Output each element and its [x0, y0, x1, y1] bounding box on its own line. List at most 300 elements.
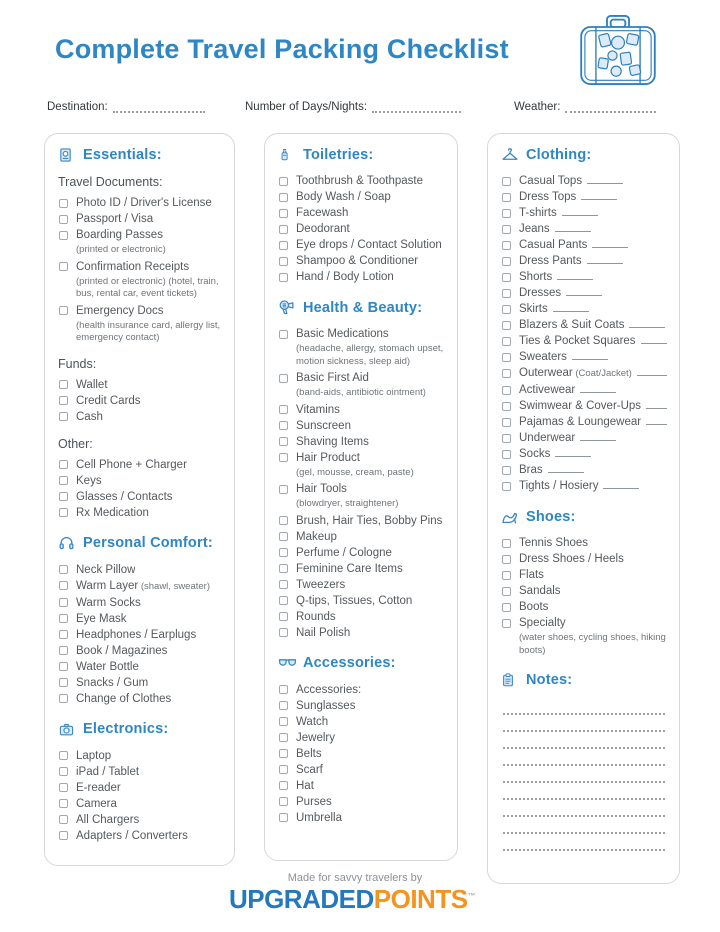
item-checkbox[interactable]: [279, 564, 288, 573]
checklist-item: [278, 253, 445, 269]
checklist-item-label: Rounds: [296, 610, 336, 623]
group-label: Travel Documents:: [58, 175, 163, 189]
checklist-item-label: Shorts: [519, 269, 593, 285]
checklist-item: [58, 627, 222, 643]
checklist-item: [278, 237, 445, 253]
section-title: Health & Beauty:: [303, 299, 423, 316]
checklist-item: [501, 478, 667, 494]
item-checkbox[interactable]: [502, 571, 511, 580]
item-checkbox[interactable]: [59, 215, 68, 224]
item-checkbox[interactable]: [279, 749, 288, 758]
checklist-item: [278, 450, 445, 466]
item-checkbox[interactable]: [279, 628, 288, 637]
item-checkbox[interactable]: [279, 685, 288, 694]
section-accessories: [278, 655, 445, 826]
checklist-item: [278, 418, 445, 434]
days-nights-field: [245, 100, 461, 113]
section-title: Electronics:: [83, 721, 169, 737]
item-checkbox[interactable]: [59, 614, 68, 623]
item-checkbox[interactable]: [502, 402, 511, 411]
checklist-item-label: Warm Layer (shawl, sweater): [76, 579, 211, 592]
item-checkbox[interactable]: [279, 257, 288, 266]
section-title: Clothing:: [526, 146, 592, 163]
item-checkbox[interactable]: [502, 369, 511, 378]
quantity-blank-line: [580, 431, 616, 441]
checklist-item-label: Nail Polish: [296, 626, 351, 639]
checklist-item-label: Wallet: [76, 378, 108, 391]
notes-fill-in-line: [503, 783, 665, 800]
item-sub-note: (health insurance card, allergy list, emergency contact): [76, 319, 221, 343]
checklist-item: [501, 253, 667, 269]
checklist-item-label: Cell Phone + Charger: [76, 458, 187, 471]
checklist-item: [501, 398, 667, 414]
checklist-item-label: Specialty: [519, 617, 566, 629]
item-checkbox[interactable]: [279, 548, 288, 557]
item-checkbox[interactable]: [279, 330, 288, 339]
checklist-item: [58, 828, 222, 844]
item-checkbox[interactable]: [59, 396, 68, 405]
section-header: [278, 299, 445, 316]
checklist-item-label: Belts: [296, 747, 322, 760]
checklist-item: [278, 173, 445, 189]
checklist-item-label: Perfume / Cologne: [296, 546, 392, 559]
checklist-item-label: Ties & Pocket Squares: [519, 333, 667, 349]
quantity-blank-line: [641, 334, 667, 344]
section-header: [58, 146, 222, 163]
checklist-item-label: Toothbrush & Toothpaste: [296, 175, 424, 187]
checklist-item-label: Shaving Items: [296, 435, 369, 448]
item-checkbox[interactable]: [59, 767, 68, 776]
item-checkbox[interactable]: [502, 177, 511, 186]
item-checkbox[interactable]: [59, 581, 68, 590]
checklist-item-label: Confirmation Receipts: [76, 260, 190, 273]
checklist-item-label: Laptop: [76, 749, 112, 762]
notes-lines: [501, 698, 667, 851]
heel-icon: [501, 508, 520, 525]
checklist-item-label: Feminine Care Items: [296, 562, 403, 575]
item-checkbox[interactable]: [279, 612, 288, 621]
checklist-item: [58, 473, 222, 489]
item-checkbox[interactable]: [279, 453, 288, 462]
checklist-item: [58, 780, 222, 796]
item-checkbox[interactable]: [279, 701, 288, 710]
item-checkbox[interactable]: [279, 532, 288, 541]
section-header: [501, 508, 667, 525]
item-checkbox[interactable]: [502, 555, 511, 564]
checklist-item-label: Camera: [76, 797, 117, 810]
checklist-item-label: Casual Tops: [519, 173, 623, 189]
section-header: [278, 655, 445, 672]
item-checkbox[interactable]: [502, 321, 511, 330]
section-header: [501, 146, 667, 163]
item-sub-note: (headache, allergy, stomach upset, motion sickness, sleep aid): [296, 343, 444, 367]
checklist-item-label: Eye Mask: [76, 612, 127, 625]
item-checkbox[interactable]: [59, 815, 68, 824]
item-checkbox[interactable]: [502, 450, 511, 459]
item-checkbox[interactable]: [279, 193, 288, 202]
checklist-item: [278, 794, 445, 810]
checklist-item-label: Water Bottle: [76, 660, 139, 673]
checklist-item-label: Keys: [76, 474, 102, 487]
checklist-item: [58, 764, 222, 780]
checklist-item-label: Dress Shoes / Heels: [519, 553, 624, 565]
quantity-blank-line: [603, 479, 639, 489]
checklist-item: [278, 545, 445, 561]
quantity-blank-line: [572, 350, 608, 360]
item-checkbox[interactable]: [279, 797, 288, 806]
suitcase-icon: [572, 12, 664, 93]
checklist-item-label: Umbrella: [296, 811, 343, 824]
section-title: Accessories:: [303, 655, 396, 671]
checklist-item-label: Makeup: [296, 530, 337, 543]
item-checkbox[interactable]: [59, 380, 68, 389]
quantity-blank-line: [555, 447, 591, 457]
item-checkbox[interactable]: [502, 337, 511, 346]
item-checkbox[interactable]: [59, 646, 68, 655]
quantity-blank-line: [646, 415, 667, 425]
item-checkbox[interactable]: [59, 751, 68, 760]
checklist-item: [58, 211, 222, 227]
item-checkbox[interactable]: [279, 177, 288, 186]
checklist-item: [501, 301, 667, 317]
checklist-item: [278, 778, 445, 794]
item-checkbox[interactable]: [59, 799, 68, 808]
checklist-item: [278, 402, 445, 418]
quantity-blank-line: [592, 238, 628, 248]
checklist-item: [278, 714, 445, 730]
item-checkbox[interactable]: [59, 476, 68, 485]
item-checkbox[interactable]: [502, 603, 511, 612]
checklist-item: [278, 221, 445, 237]
item-checkbox[interactable]: [502, 386, 511, 395]
item-checkbox[interactable]: [502, 418, 511, 427]
item-checkbox[interactable]: [59, 231, 68, 240]
item-checkbox[interactable]: [502, 225, 511, 234]
item-checkbox[interactable]: [502, 193, 511, 202]
checklist-item: [501, 446, 667, 462]
notes-fill-in-line: [503, 800, 665, 817]
checklist-item: [278, 625, 445, 641]
checklist-item: [501, 189, 667, 205]
bottle-icon: [278, 146, 297, 163]
notes-fill-in-line: [503, 732, 665, 749]
checklist-item-label: Sandals: [519, 585, 561, 597]
checklist-item: [58, 195, 222, 211]
checklist-item-label: Emergency Docs: [76, 304, 164, 317]
section-electronics: [58, 721, 222, 844]
item-checkbox[interactable]: [279, 225, 288, 234]
checklist-item-label: Neck Pillow: [76, 563, 136, 576]
section-title: Essentials:: [83, 146, 162, 163]
item-checkbox[interactable]: [279, 209, 288, 218]
checklist-item: [58, 393, 222, 409]
item-checkbox[interactable]: [502, 273, 511, 282]
item-checkbox[interactable]: [279, 717, 288, 726]
checklist-item-label: iPad / Tablet: [76, 765, 140, 778]
sunglasses-icon: [278, 655, 297, 672]
logo-text-points: POINTS: [373, 884, 468, 914]
checklist-item-label: Blazers & Suit Coats: [519, 317, 665, 333]
item-checkbox[interactable]: [279, 273, 288, 282]
checklist-item-label: Basic First Aid: [296, 372, 369, 384]
checklist-item-label: Jeans: [519, 221, 591, 237]
quantity-blank-line: [553, 302, 589, 312]
item-checkbox[interactable]: [279, 596, 288, 605]
item-checkbox[interactable]: [279, 405, 288, 414]
checklist-item-label: Rx Medication: [76, 506, 149, 519]
checklist-item-label: Outerwear (Coat/Jacket): [519, 365, 667, 382]
section-header: [58, 535, 222, 552]
checklist-item-label: Swimwear & Cover-Ups: [519, 398, 667, 414]
checklist-item: [278, 370, 445, 386]
item-checkbox[interactable]: [502, 305, 511, 314]
checklist-item: [278, 810, 445, 826]
checklist-item-label: Sunscreen: [296, 419, 351, 432]
checklist-item-label: Q-tips, Tissues, Cotton: [296, 594, 413, 607]
checklist-item: [501, 462, 667, 478]
checklist-item-label: Bras: [519, 462, 584, 478]
checklist-item: [278, 269, 445, 285]
item-checkbox[interactable]: [59, 412, 68, 421]
group-label: Other:: [58, 436, 93, 451]
item-checkbox[interactable]: [502, 289, 511, 298]
item-checkbox[interactable]: [279, 437, 288, 446]
item-checkbox[interactable]: [502, 539, 511, 548]
hairdryer-icon: [278, 299, 297, 316]
checklist-item-label: Hand / Body Lotion: [296, 271, 394, 283]
checklist-item-label: Change of Clothes: [76, 692, 172, 705]
checklist-item-label: Underwear: [519, 430, 616, 446]
quantity-blank-line: [562, 206, 598, 216]
item-checkbox[interactable]: [59, 831, 68, 840]
checklist-item-label: Dresses: [519, 285, 602, 301]
checklist-item: [278, 561, 445, 577]
item-checkbox[interactable]: [279, 813, 288, 822]
section-clothing: [501, 146, 667, 494]
item-checkbox[interactable]: [279, 733, 288, 742]
checklist-item: [58, 748, 222, 764]
item-checkbox[interactable]: [59, 460, 68, 469]
section-essentials: [58, 146, 222, 521]
checklist-item: [278, 593, 445, 609]
checklist-item: [501, 349, 667, 365]
group-label: Funds:: [58, 356, 97, 371]
checklist-item-label: Basic Medications: [296, 328, 389, 340]
checklist-item: [501, 173, 667, 189]
item-sub-note: (water shoes, cycling shoes, hiking boots): [519, 632, 666, 656]
item-checkbox[interactable]: [59, 199, 68, 208]
checklist-item: [58, 303, 222, 319]
item-checkbox[interactable]: [279, 241, 288, 250]
checklist-item: [278, 481, 445, 497]
section-header: [58, 721, 222, 738]
checklist-item: [58, 595, 222, 611]
checklist-item: [58, 377, 222, 393]
destination-field: [47, 100, 205, 113]
trademark-symbol: ™: [467, 891, 476, 901]
checklist-item: [501, 583, 667, 599]
passport-icon: [58, 146, 77, 163]
notes-fill-in-line: [503, 834, 665, 851]
checklist-item: [58, 578, 222, 595]
checklist-item: [58, 562, 222, 578]
item-sub-note: (gel, mousse, cream, paste): [296, 466, 414, 478]
item-checkbox[interactable]: [502, 434, 511, 443]
camera-icon: [58, 721, 77, 738]
item-sub-note: (band-aids, antibiotic ointment): [296, 387, 426, 398]
checklist-item-label: Dress Tops: [519, 189, 617, 205]
checklist-item: [278, 609, 445, 625]
footer-tagline: Made for savvy travelers by: [287, 872, 423, 884]
item-checkbox[interactable]: [502, 241, 511, 250]
item-checkbox[interactable]: [59, 508, 68, 517]
section-shoes: [501, 508, 667, 657]
item-checkbox[interactable]: [279, 374, 288, 383]
checklist-item: [501, 414, 667, 430]
checklist-item: [501, 599, 667, 615]
section-title: Notes:: [526, 671, 573, 688]
checklist-item: [58, 691, 222, 707]
item-inline-note: (Coat/Jacket): [572, 368, 632, 379]
item-sub-note: (printed or electronic): [76, 244, 166, 255]
checklist-item: [501, 365, 667, 382]
checklist-item-label: Brush, Hair Ties, Bobby Pins: [296, 514, 443, 527]
item-checkbox[interactable]: [502, 587, 511, 596]
checklist-item: [501, 285, 667, 301]
item-checkbox[interactable]: [279, 781, 288, 790]
section-toiletries: [278, 146, 445, 285]
checklist-item-label: Body Wash / Soap: [296, 191, 391, 203]
destination-label: Destination:: [47, 101, 108, 113]
checklist-item-label: Passport / Visa: [76, 213, 154, 225]
item-checkbox[interactable]: [59, 630, 68, 639]
checklist-item: [501, 237, 667, 253]
checklist-item-label: Watch: [296, 715, 329, 728]
checklist-item: [501, 382, 667, 398]
checklist-item: [501, 567, 667, 583]
checklist-item-label: Purses: [296, 795, 332, 808]
quantity-blank-line: [548, 463, 584, 473]
checklist-item: [58, 505, 222, 521]
item-checkbox[interactable]: [279, 765, 288, 774]
section-header: [501, 671, 667, 688]
item-checkbox[interactable]: [59, 783, 68, 792]
checklist-item: [58, 675, 222, 691]
checklist-item-label: Snacks / Gum: [76, 676, 149, 689]
checklist-item-label: Headphones / Earplugs: [76, 628, 197, 641]
item-checkbox[interactable]: [59, 662, 68, 671]
item-checkbox[interactable]: [279, 485, 288, 494]
item-checkbox[interactable]: [502, 353, 511, 362]
checklist-item: [278, 682, 445, 698]
checklist-item: [58, 489, 222, 505]
checklist-item-label: Eye drops / Contact Solution: [296, 239, 442, 251]
checklist-item: [58, 611, 222, 627]
item-checkbox[interactable]: [279, 516, 288, 525]
checklist-item: [278, 746, 445, 762]
item-checkbox[interactable]: [502, 466, 511, 475]
checklist-item-label: Dress Pants: [519, 253, 623, 269]
checklist-item-label: Casual Pants: [519, 237, 628, 253]
checklist-item-label: Boarding Passes: [76, 229, 163, 241]
checklist-item-label: Tights / Hosiery: [519, 478, 639, 494]
item-checkbox[interactable]: [59, 565, 68, 574]
checklist-item: [58, 796, 222, 812]
item-checkbox[interactable]: [59, 492, 68, 501]
item-checkbox[interactable]: [279, 580, 288, 589]
item-checkbox[interactable]: [279, 421, 288, 430]
item-checkbox[interactable]: [502, 209, 511, 218]
item-checkbox[interactable]: [502, 482, 511, 491]
item-checkbox[interactable]: [59, 306, 68, 315]
checklist-item: [58, 659, 222, 675]
notes-fill-in-line: [503, 817, 665, 834]
checklist-item-label: Scarf: [296, 763, 323, 776]
page-title: Complete Travel Packing Checklist: [55, 34, 509, 64]
checklist-item-label: Flats: [519, 569, 544, 581]
checklist-item: [278, 513, 445, 529]
item-checkbox[interactable]: [59, 262, 68, 271]
checklist-item: [58, 227, 222, 243]
checklist-item-label: Vitamins: [296, 403, 340, 416]
days-nights-label: Number of Days/Nights:: [245, 101, 368, 113]
notes-fill-in-line: [503, 766, 665, 783]
column-clothing: [487, 133, 680, 884]
checklist-item: [501, 535, 667, 551]
checklist-item-label: Activewear: [519, 382, 616, 398]
logo-text-upgraded: UPGRADED: [228, 884, 374, 914]
section-title: Toiletries:: [303, 146, 374, 163]
notes-fill-in-line: [503, 749, 665, 766]
checklist-item: [501, 551, 667, 567]
checklist-item-label: Deodorant: [296, 223, 350, 235]
quantity-blank-line: [637, 366, 667, 376]
checklist-item: [501, 430, 667, 446]
checklist-item-label: Photo ID / Driver's License: [76, 197, 212, 209]
item-checkbox[interactable]: [502, 257, 511, 266]
checklist-item-label: Tweezers: [296, 578, 346, 591]
checklist-item: [501, 615, 667, 631]
quantity-blank-line: [587, 254, 623, 264]
item-checkbox[interactable]: [59, 678, 68, 687]
column-toiletries: [264, 133, 458, 861]
checklist-item: [278, 326, 445, 342]
checklist-item-label: Sweaters: [519, 349, 608, 365]
checklist-item-label: Hair Tools: [296, 483, 347, 495]
destination-fill-in-line: [113, 100, 205, 113]
checklist-item-label: E-reader: [76, 781, 121, 794]
checklist-item-label: Hair Product: [296, 451, 360, 464]
checklist-item: [278, 205, 445, 221]
item-inline-note: (shawl, sweater): [138, 580, 211, 592]
item-sub-note: (printed or electronic) (hotel, train, bus, rental car, event tickets): [76, 275, 219, 299]
checklist-item-label: All Chargers: [76, 813, 140, 826]
checklist-item-label: Socks: [519, 446, 591, 462]
quantity-blank-line: [646, 399, 667, 409]
checklist-item-label: Accessories:: [296, 683, 362, 696]
checklist-item: [278, 529, 445, 545]
checklist-item: [58, 812, 222, 828]
item-checkbox[interactable]: [502, 619, 511, 628]
checklist-item-label: Adapters / Converters: [76, 829, 188, 842]
clipboard-icon: [501, 671, 520, 688]
checklist-item: [278, 762, 445, 778]
item-checkbox[interactable]: [59, 598, 68, 607]
item-checkbox[interactable]: [59, 694, 68, 703]
quantity-blank-line: [580, 383, 616, 393]
checklist-item-label: Book / Magazines: [76, 644, 168, 657]
item-sub-note: (blowdryer, straightener): [296, 498, 399, 509]
